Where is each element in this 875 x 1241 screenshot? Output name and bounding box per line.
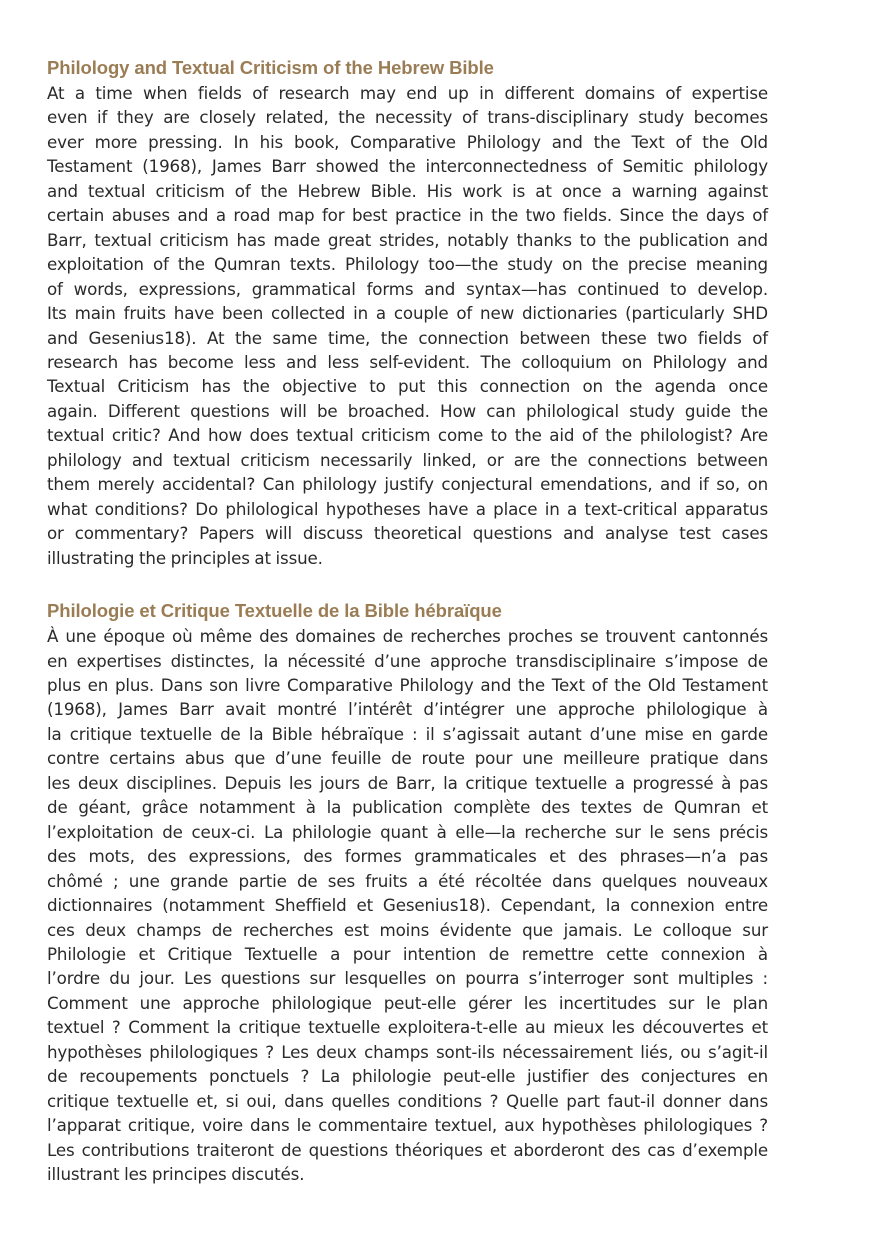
text-line: Les contributions traiteront de questions théoriques et aborderont des cas d’exemple bbox=[47, 1139, 768, 1160]
text-line: again. Different questions will be broached. How can philological study guide the bbox=[47, 400, 768, 421]
text-line: research has become less and less self-evident. The colloquium on Philology and bbox=[47, 351, 768, 372]
text-line: illustrant les principes discutés. bbox=[47, 1164, 305, 1185]
text-line: critique textuelle et, si oui, dans quelles conditions ? Quelle part faut-il donner dans bbox=[47, 1090, 768, 1111]
text-line: en expertises distinctes, la nécessité d’une approche transdisciplinaire s’impose de bbox=[47, 650, 768, 671]
text-line: ces deux champs de recherches est moins évidente que jamais. Le colloque sur bbox=[47, 919, 768, 940]
text-line: Testament (1968), James Barr showed the interconnectedness of Semitic philology bbox=[47, 156, 768, 177]
text-line: Textual Criticism has the objective to put this connection on the agenda once bbox=[47, 376, 768, 397]
text-line: or commentary? Papers will discuss theoretical questions and analyse test cases bbox=[47, 523, 768, 544]
text-line: what conditions? Do philological hypotheses have a place in a text-critical apparatus bbox=[47, 498, 768, 519]
text-line: de géant, grâce notamment à la publication complète des textes de Qumran et bbox=[47, 797, 768, 818]
text-line: la critique textuelle de la Bible hébraïque : il s’agissait autant d’une mise en garde bbox=[47, 723, 768, 744]
text-line: exploitation of the Qumran texts. Philology too—the study on the precise meaning bbox=[47, 254, 768, 275]
text-line: les deux disciplines. Depuis les jours de Barr, la critique textuelle a progressé à pas bbox=[47, 772, 768, 793]
section-body bbox=[47, 624, 768, 1186]
text-line: At a time when fields of research may end up in different domains of expertise bbox=[47, 83, 768, 103]
text-line: de recoupements ponctuels ? La philologie peut-elle justifier des conjectures en bbox=[47, 1066, 768, 1087]
text-line: Philologie et Critique Textuelle a pour intention de remettre cette connexion à bbox=[47, 943, 768, 964]
text-line: illustrating the principles at issue. bbox=[47, 547, 323, 568]
text-line: even if they are closely related, the necessity of trans-disciplinary study becomes bbox=[47, 107, 768, 128]
text-line: des mots, des expressions, des formes grammaticales et des phrases—n’a pas bbox=[47, 846, 768, 867]
text-line: and textual criticism of the Hebrew Bible. His work is at once a warning against bbox=[47, 180, 768, 201]
text-line: l’exploitation de ceux-ci. La philologie quant à elle—la recherche sur le sens précis bbox=[47, 821, 768, 842]
text-line: Barr, textual criticism has made great strides, notably thanks to the publication and bbox=[47, 229, 768, 250]
text-line: philology and textual criticism necessarily linked, or are the connections between bbox=[47, 449, 768, 470]
text-line: contre certains abus que d’une feuille de route pour une meilleure pratique dans bbox=[47, 748, 768, 769]
document-page bbox=[47, 55, 768, 1186]
section-body bbox=[47, 81, 768, 570]
text-line: them merely accidental? Can philology justify conjectural emendations, and if so, on bbox=[47, 474, 768, 495]
text-line: textuel ? Comment la critique textuelle exploitera-t-elle au mieux les découvertes et bbox=[47, 1017, 768, 1038]
text-line: À une époque où même des domaines de recherches proches se trouvent cantonnés bbox=[47, 626, 768, 647]
text-line: textual critic? And how does textual criticism come to the aid of the philologist? Are bbox=[47, 425, 768, 446]
section-french bbox=[47, 598, 768, 1186]
text-line: hypothèses philologiques ? Les deux champs sont-ils nécessairement liés, ou s’agit-il bbox=[47, 1041, 768, 1062]
section-heading: Philologie et Critique Textuelle de la Bible hébraïque bbox=[47, 600, 502, 622]
text-line: l’ordre du jour. Les questions sur lesquelles on pourra s’interroger sont multiples : bbox=[47, 968, 768, 989]
text-line: plus en plus. Dans son livre Comparative Philology and the Text of the Old Testament bbox=[47, 674, 768, 695]
text-line: Its main fruits have been collected in a couple of new dictionaries (particularly SHD bbox=[47, 303, 768, 324]
text-line: dictionnaires (notamment Sheffield et Gesenius18). Cependant, la connexion entre bbox=[47, 895, 768, 916]
text-line: ever more pressing. In his book, Comparative Philology and the Text of the Old bbox=[47, 131, 768, 152]
section-english bbox=[47, 55, 768, 570]
text-line: l’apparat critique, voire dans le commentaire textuel, aux hypothèses philologiques ? bbox=[47, 1115, 768, 1136]
text-line: of words, expressions, grammatical forms and syntax—has continued to develop. bbox=[47, 278, 768, 299]
text-line: chômé ; une grande partie de ses fruits a été récoltée dans quelques nouveaux bbox=[47, 870, 768, 891]
text-line: and Gesenius18). At the same time, the connection between these two fields of bbox=[47, 327, 768, 348]
section-heading: Philology and Textual Criticism of the Hebrew Bible bbox=[47, 57, 494, 78]
text-line: (1968), James Barr avait montré l’intérêt d’intégrer une approche philologique à bbox=[47, 699, 768, 720]
text-line: certain abuses and a road map for best practice in the two fields. Since the days of bbox=[47, 205, 768, 226]
text-line: Comment une approche philologique peut-elle gérer les incertitudes sur le plan bbox=[47, 992, 768, 1013]
